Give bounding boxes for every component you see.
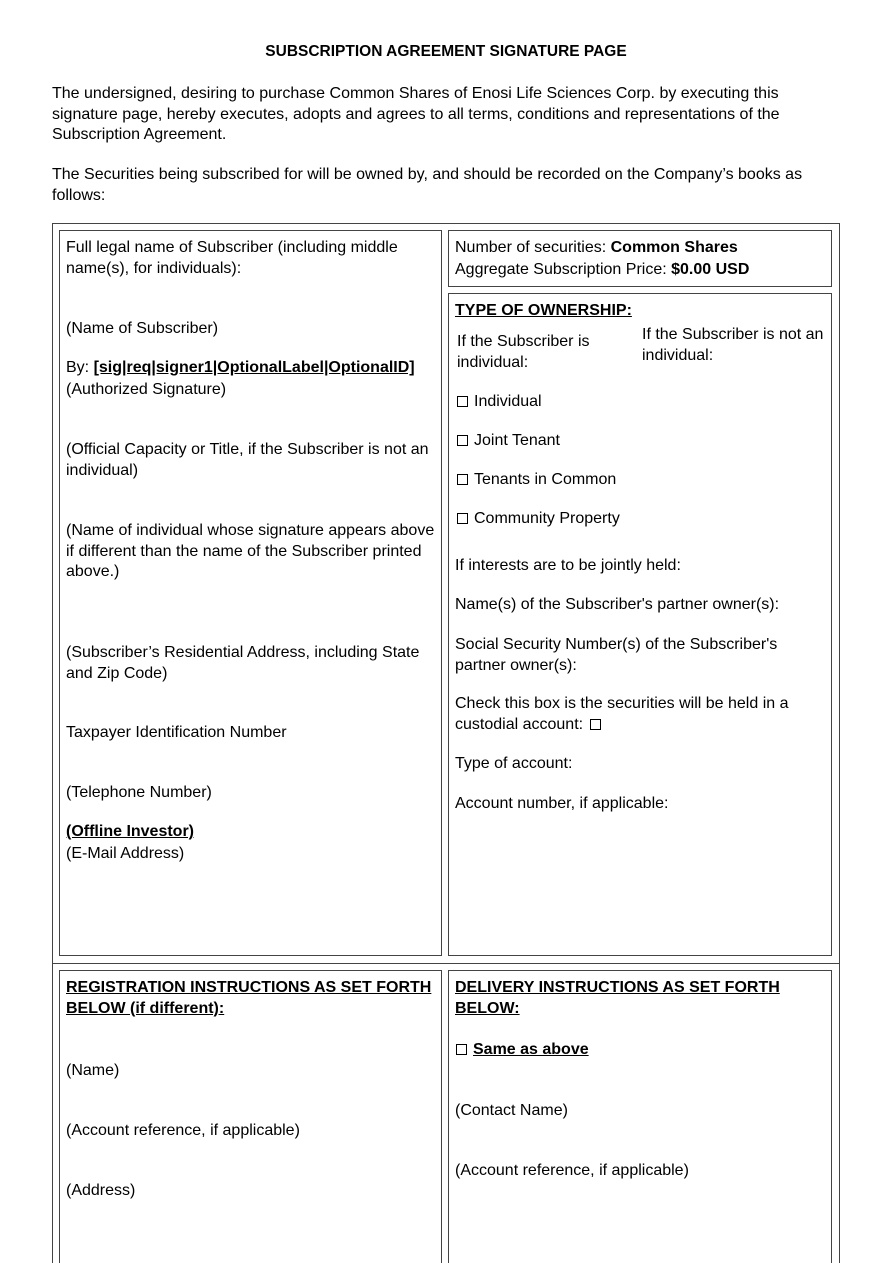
signature-field[interactable]: [sig|req|signer1|OptionalLabel|OptionalID]	[93, 359, 415, 376]
registration-address-label: (Address)	[66, 1182, 136, 1199]
option-joint-tenant[interactable]: Joint Tenant	[457, 431, 560, 452]
intro-line: The undersigned, desiring to purchase Common Shares of Enosi Life Sciences Corp. by executing this	[52, 85, 779, 102]
option-individual[interactable]: Individual	[457, 392, 542, 413]
checkbox-icon[interactable]	[457, 435, 468, 446]
option-community-property[interactable]: Community Property	[457, 509, 620, 530]
custodial-account-label: Check this box is the securities will be held in a custodial account:	[455, 695, 789, 733]
intro-line: signature page, hereby executes, adopts and agrees to all terms, conditions and representations of the	[52, 105, 780, 123]
partner-names-label: Name(s) of the Subscriber's partner owner(s):	[455, 596, 780, 613]
jointly-held-label: If interests are to be jointly held:	[455, 557, 681, 574]
telephone-label: (Telephone Number)	[66, 784, 212, 801]
option-tenants-in-common[interactable]: Tenants in Common	[457, 470, 616, 491]
registration-heading: REGISTRATION INSTRUCTIONS AS SET FORTH BELOW (if different):	[66, 979, 432, 1017]
intro-line: Subscription Agreement.	[52, 126, 227, 143]
by-label: By:	[66, 359, 90, 376]
email-label: (E-Mail Address)	[66, 845, 185, 862]
partner-ssn-label: Social Security Number(s) of the Subscriber's partner owner(s):	[455, 636, 778, 674]
checkbox-icon[interactable]	[457, 474, 468, 485]
signature-line	[66, 358, 415, 379]
type-of-account-label: Type of account:	[455, 755, 573, 772]
individual-name-label: (Name of individual whose signature appears above if different than the name of the Subscriber printed above.)	[66, 522, 435, 580]
authorized-signature-label: (Authorized Signature)	[66, 381, 227, 398]
registration-name-label: (Name)	[66, 1062, 120, 1079]
intro-line: follows:	[52, 186, 106, 204]
page-title: SUBSCRIPTION AGREEMENT SIGNATURE PAGE	[265, 43, 627, 60]
delivery-heading: DELIVERY INSTRUCTIONS AS SET FORTH BELOW:	[455, 979, 780, 1017]
offline-investor-label: (Offline Investor)	[66, 823, 195, 840]
custodial-checkbox-icon[interactable]	[590, 719, 601, 730]
aggregate-price: Aggregate Subscription Price: $0.00 USD	[455, 261, 750, 278]
ownership-paragraph	[52, 165, 842, 206]
checkbox-icon[interactable]	[456, 1044, 467, 1055]
same-as-above-option[interactable]: Same as above	[456, 1040, 589, 1061]
contact-name-label: (Contact Name)	[455, 1102, 568, 1119]
name-of-subscriber-label: (Name of Subscriber)	[66, 320, 219, 337]
account-number-label: Account number, if applicable:	[455, 795, 669, 812]
registration-account-ref-label: (Account reference, if applicable)	[66, 1122, 300, 1139]
table-divider	[52, 963, 840, 964]
securities-value: Common Shares	[610, 239, 738, 256]
ownership-heading: TYPE OF OWNERSHIP:	[455, 302, 632, 319]
intro-paragraph	[52, 84, 842, 146]
taxpayer-id-label: Taxpayer Identification Number	[66, 724, 287, 741]
residential-address-label: (Subscriber’s Residential Address, including State and Zip Code)	[66, 644, 420, 682]
individual-column-label: If the Subscriber is individual:	[457, 333, 590, 371]
intro-line: The Securities being subscribed for will be owned by, and should be recorded on the Company’s books as	[52, 166, 803, 183]
non-individual-column-label: If the Subscriber is not an individual:	[642, 326, 824, 364]
official-capacity-label: (Official Capacity or Title, if the Subscriber is not an individual)	[66, 441, 429, 479]
aggregate-price-value: $0.00 USD	[671, 261, 750, 278]
delivery-account-ref-label: (Account reference, if applicable)	[455, 1162, 689, 1179]
number-of-securities: Number of securities: Common Shares	[455, 239, 738, 256]
checkbox-icon[interactable]	[457, 513, 468, 524]
legal-name-label: Full legal name of Subscriber (including middle name(s), for individuals):	[66, 239, 398, 277]
checkbox-icon[interactable]	[457, 396, 468, 407]
